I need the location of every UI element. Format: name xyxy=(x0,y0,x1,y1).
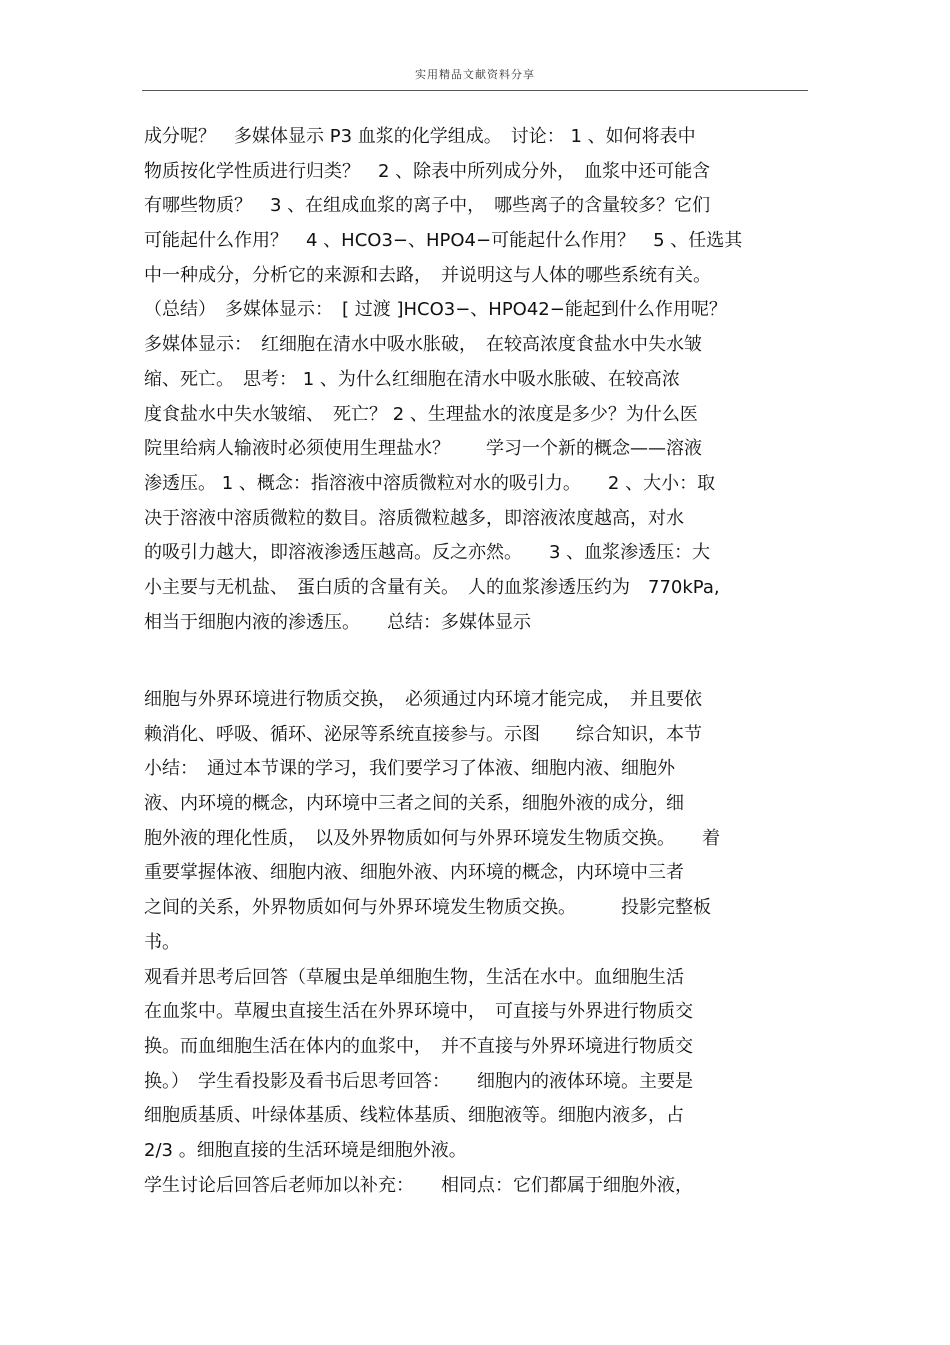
text-line: 小结： 通过本节课的学习，我们要学习了体液、细胞内液、细胞外 xyxy=(144,758,675,780)
text-line: 重要掌握体液、细胞内液、细胞外液、内环境的概念，内环境中三者 xyxy=(144,862,684,884)
text-line: 成分呢？ 多媒体显示 P3 血浆的化学组成。 讨论： 1 、如何将表中 xyxy=(144,126,696,147)
page-header: 实用精品文献资料分享 xyxy=(415,68,535,81)
text-line: 2/3 。细胞直接的生活环境是细胞外液。 xyxy=(144,1139,467,1161)
text-line: 书。 xyxy=(144,931,180,953)
text-line: 度食盐水中失水皱缩、 死亡？ 2 、生理盐水的浓度是多少？为什么医 xyxy=(144,403,698,425)
text-line: 换。） 学生看投影及看书后思考回答： 细胞内的液体环境。主要是 xyxy=(144,1070,693,1092)
paragraph-2 xyxy=(144,683,810,1203)
text-line: 院里给病人输液时必须使用生理盐水？ 学习一个新的概念——溶液 xyxy=(144,438,702,460)
header-divider xyxy=(142,90,808,91)
text-line: 液、内环境的概念，内环境中三者之间的关系，细胞外液的成分，细 xyxy=(144,793,684,815)
text-line: 细胞与外界环境进行物质交换， 必须通过内环境才能完成， 并且要依 xyxy=(144,689,702,710)
text-line: 物质按化学性质进行归类？ 2 、除表中所列成分外， 血浆中还可能含 xyxy=(144,160,711,182)
text-line: 换。而血细胞生活在体内的血浆中， 并不直接与外界环境进行物质交 xyxy=(144,1035,693,1057)
text-line: 赖消化、呼吸、循环、泌尿等系统直接参与。示图 综合知识，本节 xyxy=(144,723,702,745)
text-line: 多媒体显示： 红细胞在清水中吸水胀破， 在较高浓度食盐水中失水皱 xyxy=(144,334,702,356)
text-line: 的吸引力越大，即溶液渗透压越高。反之亦然。 3 、血浆渗透压：大 xyxy=(144,542,711,564)
text-line: 观看并思考后回答（草履虫是单细胞生物，生活在水中。血细胞生活 xyxy=(144,966,684,988)
text-line: 细胞质基质、叶绿体基质、线粒体基质、细胞液等。细胞内液多，占 xyxy=(144,1105,684,1127)
text-line: 小主要与无机盐、 蛋白质的含量有关。 人的血浆渗透压约为 770kPa, xyxy=(144,576,720,598)
text-line: （总结） 多媒体显示： [ 过渡 ]HCO3−、HPO42−能起到什么作用呢？ xyxy=(144,299,727,321)
text-line: 学生讨论后回答后老师加以补充： 相同点：它们都属于细胞外液， xyxy=(144,1174,693,1196)
text-line: 中一种成分，分析它的来源和去路， 并说明这与人体的哪些系统有关。 xyxy=(144,264,711,286)
text-line: 在血浆中。草履虫直接生活在外界环境中， 可直接与外界进行物质交 xyxy=(144,1001,693,1023)
text-line: 有哪些物质？ 3 、在组成血浆的离子中， 哪些离子的含量较多？它们 xyxy=(144,195,711,217)
text-line: 缩、死亡。 思考： 1 、为什么红细胞在清水中吸水胀破、在较高浓 xyxy=(144,368,680,390)
text-line: 胞外液的理化性质， 以及外界物质如何与外界环境发生物质交换。 着 xyxy=(144,827,720,849)
text-line: 之间的关系，外界物质如何与外界环境发生物质交换。 投影完整板 xyxy=(144,897,711,919)
text-line: 决于溶液中溶质微粒的数目。溶质微粒越多，即溶液浓度越高，对水 xyxy=(144,507,684,529)
text-line: 可能起什么作用？ 4 、HCO3−、HPO4−可能起什么作用？ 5 、任选其 xyxy=(144,230,743,252)
text-line: 相当于细胞内液的渗透压。 总结：多媒体显示 xyxy=(144,611,531,633)
text-line: 渗透压。 1 、概念：指溶液中溶质微粒对水的吸引力。 2 、大小：取 xyxy=(144,472,716,494)
paragraph-1 xyxy=(144,120,810,640)
